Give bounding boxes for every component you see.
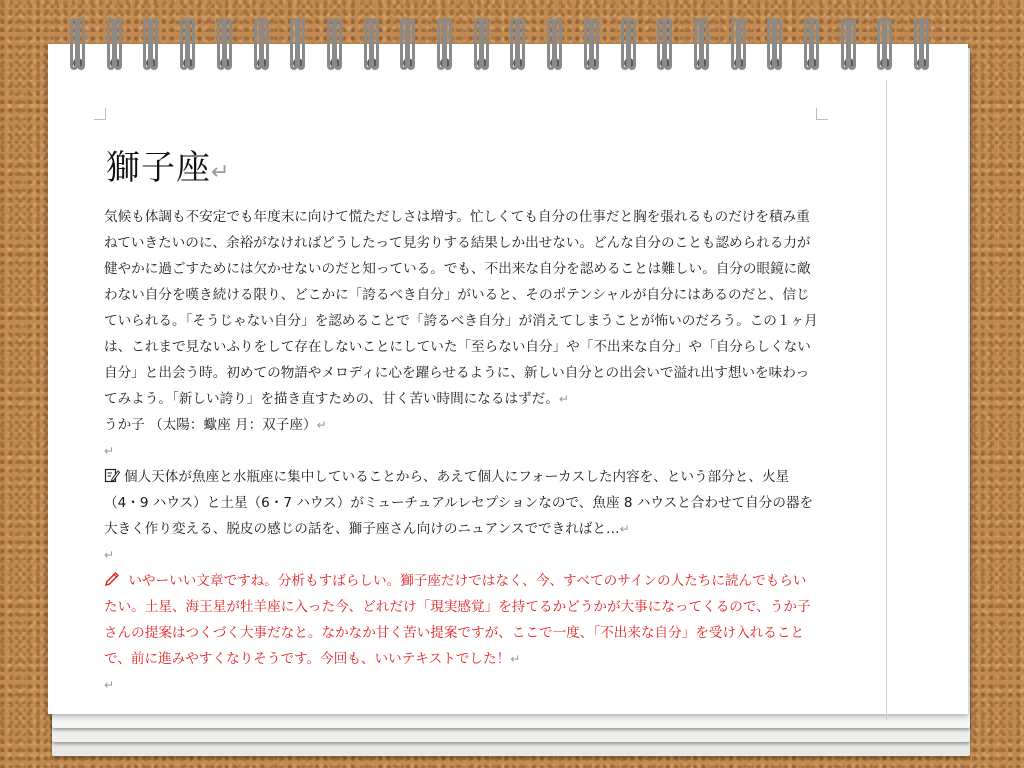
binding-ring — [107, 14, 123, 74]
binding-ring — [510, 14, 526, 74]
binding-ring — [547, 14, 563, 74]
binding-ring — [841, 14, 857, 74]
binding-ring — [474, 14, 490, 74]
note-text: 個人天体が魚座と水瓶座に集中していることから、あえて個人にフォーカスした内容を、という部分と、火星（4・9 ハウス）と土星（6・7 ハウス）がミューチュアルレセプションなので、魚座 8 ハウスと合わせて自分の器を大きく作り変える、脱皮の感じの話を、獅子座さん向けのニュアンスでできればと… — [104, 469, 814, 537]
margin-line — [886, 80, 887, 720]
return-mark: ↵ — [510, 652, 521, 666]
binding-ring — [657, 14, 673, 74]
return-mark: ↵ — [211, 160, 231, 185]
binding-ring — [180, 14, 196, 74]
comment-text: いやーいい文章ですね。分析もすばらしい。獅子座だけではなく、今、すべてのサインの人たちに読んでもらいたい。土星、海王星が牡羊座に入った今、どれだけ「現実感覚」を持てるかどうかが大事になってくるので、うか子さんの提案はつくづく大事だなと。なかなか甘く苦い提案ですが、ここで一度、「不出来な自分」を受け入れることで、前に進みやすくなりそうです。今回も、いいテキストでした！ — [104, 573, 811, 667]
return-mark: ↵ — [104, 548, 115, 562]
empty-line — [104, 672, 820, 698]
writer-note — [104, 464, 820, 542]
binding-ring — [217, 14, 233, 74]
binding-ring — [364, 14, 380, 74]
page-corner-mark-left — [94, 108, 106, 120]
binding-ring — [767, 14, 783, 74]
author-line — [104, 412, 820, 438]
memo-pencil-icon — [104, 466, 120, 482]
binding-ring — [694, 14, 710, 74]
empty-line — [104, 438, 820, 464]
binding-ring — [327, 14, 343, 74]
return-mark: ↵ — [619, 522, 630, 536]
binding-ring — [254, 14, 270, 74]
binding-ring — [70, 14, 86, 74]
red-pencil-icon — [104, 570, 120, 586]
return-mark: ↵ — [316, 418, 327, 432]
binding-ring — [914, 14, 930, 74]
empty-line — [104, 542, 820, 568]
binding-ring — [143, 14, 159, 74]
binding-ring — [877, 14, 893, 74]
editor-comment — [104, 568, 820, 672]
document-title — [106, 140, 230, 189]
binding-ring — [621, 14, 637, 74]
document-body — [104, 204, 820, 698]
binding-ring — [437, 14, 453, 74]
return-mark: ↵ — [104, 678, 115, 692]
return-mark: ↵ — [104, 444, 115, 458]
paragraph-text: 気候も体調も不安定でも年度末に向けて慌ただしさは増す。忙しくても自分の仕事だと胸を張れるものだけを積み重ねていきたいのに、余裕がなければどうしたって見劣りする結果しか出せない。どんな自分のことも認められる力が健やかに過ごすためには欠かせないのだと知っている。でも、不出来な自分を認めることは難しい。自分の眼鏡に敵わない自分を嘆き続ける限り、どこかに「誇るべき自分」がいると、そのポテンシャルが自分にはあるのだと、信じていられる。「そうじゃない自分」を認めることで「誇るべき自分」が消えてしまうことが怖いのだろう。この１ヶ月は、これまで見ないふりをして存在しないことにしていた「至らない自分」や「不出来な自分」や「自分らしくない自分」と出会う時。初めての物語やメロディに心を躍らせるように、新しい自分との出会いで溢れ出す想いを味わってみよう。「新しい誇り」を描き直すための、甘く苦い時間になるはずだ。 — [104, 209, 818, 407]
binding-ring — [400, 14, 416, 74]
binding-ring — [731, 14, 747, 74]
binding-ring — [290, 14, 306, 74]
horoscope-paragraph — [104, 204, 820, 412]
page-corner-mark-right — [816, 108, 828, 120]
return-mark: ↵ — [558, 392, 569, 406]
binding-ring — [584, 14, 600, 74]
spiral-binding — [70, 14, 950, 74]
binding-ring — [804, 14, 820, 74]
title-text: 獅子座 — [106, 148, 211, 188]
author-text: うか子 （太陽：蠍座 月：双子座） — [104, 417, 317, 433]
